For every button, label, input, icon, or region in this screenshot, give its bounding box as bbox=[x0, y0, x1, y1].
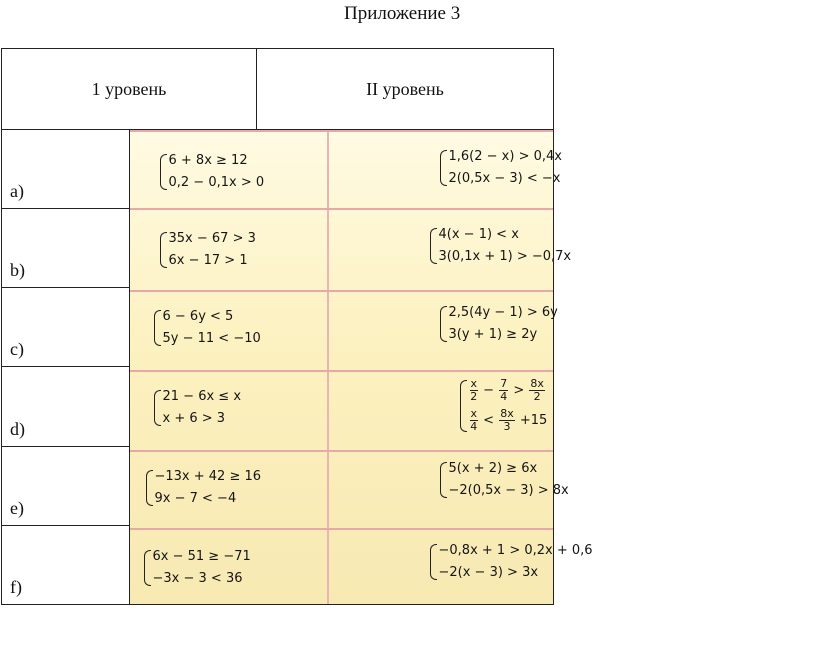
inequality: −2(0,5x − 3) > 8x bbox=[448, 483, 569, 498]
inequality: 6 − 6y < 5 bbox=[162, 309, 234, 324]
numerator: x bbox=[470, 377, 478, 390]
denominator: 4 bbox=[500, 390, 508, 403]
inequality: 1,6(2 − x) > 0,4x bbox=[448, 149, 562, 164]
operator: − bbox=[483, 383, 495, 398]
exercise-photo bbox=[130, 130, 593, 604]
photo-row-line bbox=[130, 208, 554, 210]
numerator: 8x bbox=[530, 377, 544, 390]
inequality: 2,5(4y − 1) > 6y bbox=[448, 305, 558, 320]
inequality: −0,8x + 1 > 0,2x + 0,6 bbox=[438, 543, 593, 558]
system-c-level1 bbox=[154, 306, 261, 350]
operator: > bbox=[513, 383, 525, 398]
row-label: e) bbox=[2, 446, 130, 525]
inequality: 5(x + 2) ≥ 6x bbox=[448, 461, 538, 476]
photo-row-line bbox=[130, 450, 554, 452]
inequality bbox=[469, 406, 548, 436]
system-d-level2 bbox=[460, 376, 548, 436]
system-d-level1 bbox=[154, 386, 242, 430]
photo-row-line bbox=[130, 370, 554, 372]
inequality: 6x − 51 ≥ −71 bbox=[152, 549, 251, 564]
photo-row-line bbox=[130, 290, 554, 292]
inequality bbox=[469, 376, 548, 406]
fraction bbox=[499, 378, 508, 403]
system-e-level1 bbox=[146, 466, 262, 510]
term: +15 bbox=[519, 413, 548, 428]
photo-cell bbox=[129, 130, 593, 605]
inequality: x + 6 > 3 bbox=[162, 411, 226, 426]
inequality: 35x − 67 > 3 bbox=[168, 231, 256, 246]
row-label: a) bbox=[2, 130, 130, 209]
inequality: 21 − 6x ≤ x bbox=[162, 389, 242, 404]
exercise-table bbox=[1, 48, 593, 605]
denominator: 4 bbox=[470, 420, 478, 433]
system-f-level2 bbox=[430, 540, 593, 584]
inequality: 6x − 17 > 1 bbox=[168, 253, 248, 268]
photo-row-line bbox=[130, 130, 554, 132]
table-row bbox=[2, 130, 554, 209]
inequality: 0,2 − 0,1x > 0 bbox=[168, 175, 265, 190]
row-label: d) bbox=[2, 367, 130, 446]
fraction bbox=[499, 408, 515, 433]
row-label: c) bbox=[2, 288, 130, 367]
system-a-level2 bbox=[440, 146, 562, 190]
system-f-level1 bbox=[144, 546, 251, 590]
row-label: b) bbox=[2, 209, 130, 288]
inequality: 6 + 8x ≥ 12 bbox=[168, 153, 248, 168]
inequality: 9x − 7 < −4 bbox=[154, 491, 237, 506]
operator: < bbox=[483, 413, 495, 428]
denominator: 2 bbox=[470, 390, 478, 403]
fraction bbox=[470, 408, 479, 433]
row-label: f) bbox=[2, 525, 130, 604]
system-e-level2 bbox=[440, 458, 569, 502]
numerator: 8x bbox=[500, 407, 514, 420]
denominator: 3 bbox=[503, 420, 511, 433]
header-level2: II уровень bbox=[257, 49, 554, 130]
inequality: 3(0,1x + 1) > −0,7x bbox=[438, 249, 572, 264]
system-b-level1 bbox=[160, 228, 256, 272]
inequality: −13x + 42 ≥ 16 bbox=[154, 469, 262, 484]
inequality: 4(x − 1) < x bbox=[438, 227, 519, 242]
numerator: 7 bbox=[500, 377, 508, 390]
system-a-level1 bbox=[160, 150, 265, 194]
photo-row-line bbox=[130, 528, 554, 530]
appendix-title: Приложение 3 bbox=[344, 3, 461, 24]
fraction bbox=[529, 378, 545, 403]
header-level1: 1 уровень bbox=[2, 49, 257, 130]
denominator: 2 bbox=[533, 390, 541, 403]
system-b-level2 bbox=[430, 224, 572, 268]
numerator: x bbox=[470, 407, 478, 420]
inequality: 5y − 11 < −10 bbox=[162, 331, 261, 346]
system-c-level2 bbox=[440, 302, 558, 346]
inequality: 3(y + 1) ≥ 2y bbox=[448, 327, 538, 342]
inequality: 2(0,5x − 3) < −x bbox=[448, 171, 561, 186]
table-header-row bbox=[2, 49, 554, 130]
inequality: −2(x − 3) > 3x bbox=[438, 565, 539, 580]
inequality: −3x − 3 < 36 bbox=[152, 571, 243, 586]
fraction bbox=[470, 378, 479, 403]
photo-column-divider bbox=[327, 130, 329, 604]
